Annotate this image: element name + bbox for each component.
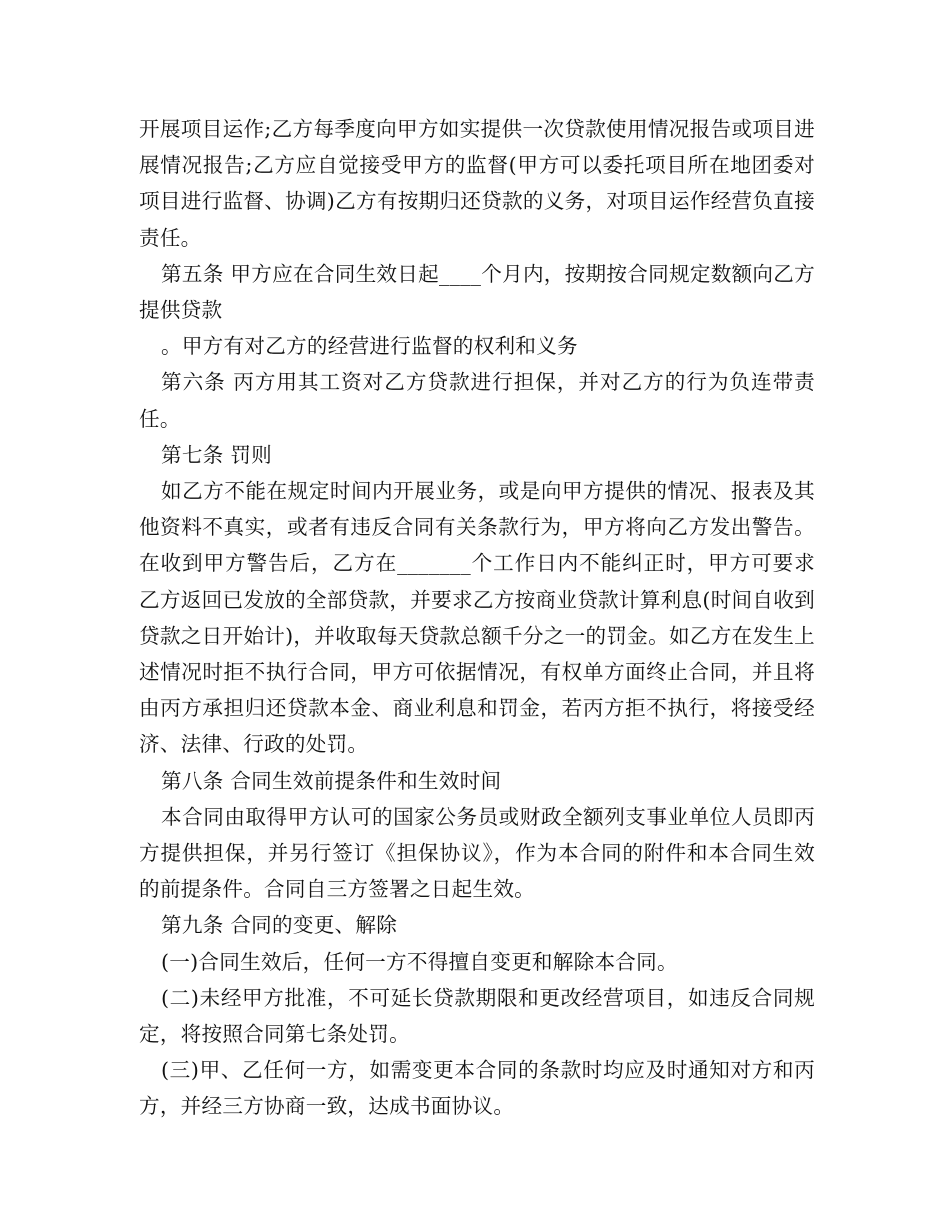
paragraph-article-9-heading: 第九条 合同的变更、解除 <box>161 913 398 938</box>
paragraph-project-operation: 开展项目运作;乙方每季度向甲方如实提供一次贷款使用情况报告或项目进展情况报告;乙方应自觉接受甲方的监督(甲方可以委托项目所在地团委对项目进行监督、协调)乙方有按期归还贷款的义务，对项目运作经营负直接责任。 <box>139 117 815 250</box>
paragraph-clause-1: (一)合同生效后，任何一方不得擅自变更和解除本合同。 <box>161 949 678 974</box>
paragraph-article-7-heading: 第七条 罚则 <box>161 442 273 467</box>
document-body <box>139 111 815 1125</box>
paragraph-clause-3: (三)甲、乙任何一方，如需变更本合同的条款时均应及时通知对方和丙方，并经三方协商一致，达成书面协议。 <box>139 1058 815 1119</box>
paragraph-supervision-right: 。甲方有对乙方的经营进行监督的权利和义务 <box>161 334 578 359</box>
paragraph-article-5: 第五条 甲方应在合同生效日起____个月内，按期按合同规定数额向乙方提供贷款 <box>139 261 815 323</box>
paragraph-article-6: 第六条 丙方用其工资对乙方贷款进行担保，并对乙方的行为负连带责任。 <box>139 370 815 431</box>
paragraph-penalty-rules: 如乙方不能在规定时间内开展业务，或是向甲方提供的情况、报表及其他资料不真实，或者有违反合同有关条款行为，甲方将向乙方发出警告。在收到甲方警告后，乙方在_______个工作日内不能纠正时，甲方可要求乙方返回已发放的全部贷款，并要求乙方按商业贷款计算利息(时间自收到贷款之日开始计)，并收取每天贷款总额千分之一的罚金。如乙方在发生上述情况时拒不执行合同，甲方可依据情况，有权单方面终止合同，并且将由丙方承担归还贷款本金、商业利息和罚金，若丙方拒不执行，将接受经济、法律、行政的处罚。 <box>139 479 815 757</box>
paragraph-clause-2: (二)未经甲方批准，不可延长贷款期限和更改经营项目，如违反合同规定，将按照合同第七条处罚。 <box>139 985 815 1047</box>
paragraph-guarantee-conditions: 本合同由取得甲方认可的国家公务员或财政全额列支事业单位人员即丙方提供担保，并另行签订《担保协议》，作为本合同的附件和本合同生效的前提条件。合同自三方签署之日起生效。 <box>139 804 815 902</box>
paragraph-article-8-heading: 第八条 合同生效前提条件和生效时间 <box>161 768 502 793</box>
